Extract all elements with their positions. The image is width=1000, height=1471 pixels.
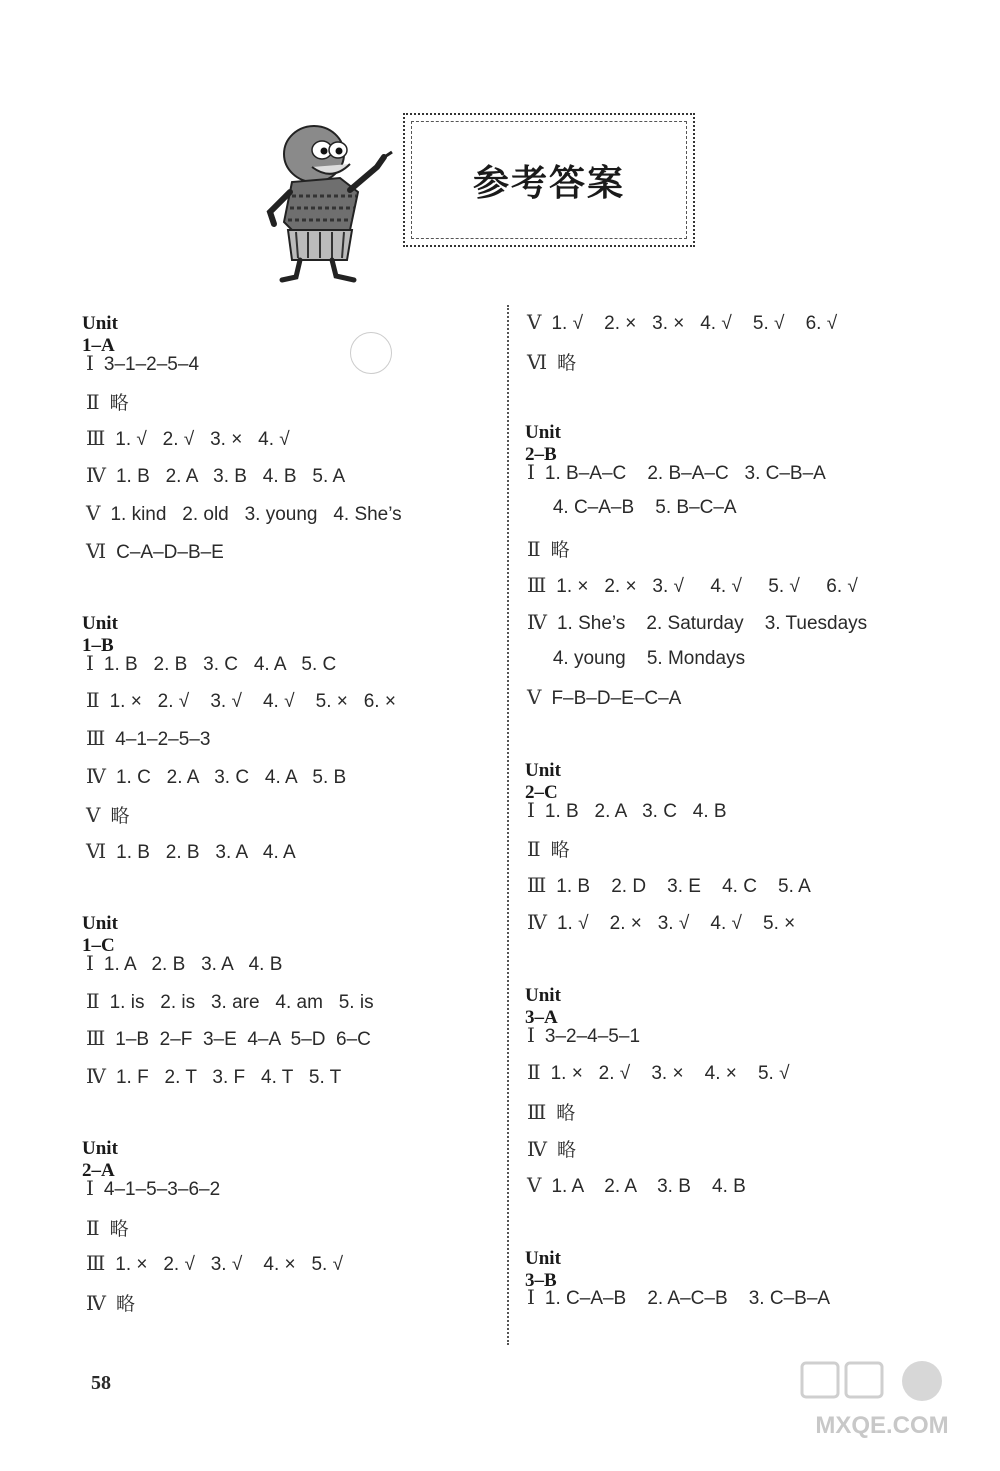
page-title: 参考答案 xyxy=(472,163,625,204)
answer-text: 1. B 2. B 3. A 4. A xyxy=(116,841,296,863)
roman-numeral: Ⅳ xyxy=(86,1063,106,1088)
mascot-illustration xyxy=(262,112,402,287)
page-number: 58 xyxy=(91,1372,111,1394)
roman-numeral: Ⅲ xyxy=(86,726,106,750)
answer-line xyxy=(86,989,374,1014)
roman-numeral: Ⅳ xyxy=(527,1137,547,1162)
answer-text: 1. She’s 2. Saturday 3. Tuesdays xyxy=(556,613,868,635)
answer-line xyxy=(86,1026,371,1051)
roman-numeral: Ⅰ xyxy=(86,650,94,675)
answer-text: 略 xyxy=(557,352,577,374)
roman-numeral: Ⅵ xyxy=(86,838,107,863)
answer-text: 略 xyxy=(110,806,130,828)
roman-numeral: Ⅴ xyxy=(86,803,101,828)
roman-numeral: Ⅳ xyxy=(527,910,547,935)
answer-line xyxy=(527,685,681,710)
answer-line xyxy=(527,348,576,375)
roman-numeral: Ⅱ xyxy=(527,1060,541,1085)
roman-numeral: Ⅳ xyxy=(86,463,106,488)
answer-line xyxy=(86,1214,129,1241)
answer-line xyxy=(86,539,224,564)
answer-line xyxy=(86,351,199,376)
answer-text: 1. B 2. A 3. C 4. B xyxy=(544,800,727,822)
answer-text: 4–1–2–5–3 xyxy=(115,729,211,750)
answer-text: 1. B 2. D 3. E 4. C 5. A xyxy=(556,875,811,897)
answer-line xyxy=(86,1064,341,1089)
unit-heading: Unit 1–A xyxy=(82,313,118,356)
roman-numeral: Ⅰ xyxy=(527,797,535,822)
roman-numeral: Ⅱ xyxy=(86,1215,100,1240)
answer-line xyxy=(527,1060,790,1085)
answer-text: 略 xyxy=(109,393,129,415)
answer-text: 1. B 2. B 3. C 4. A 5. C xyxy=(103,653,337,675)
answer-text: F–B–D–E–C–A xyxy=(551,688,682,710)
watermark-text: MXQE.COM xyxy=(815,1412,949,1439)
answer-text: 略 xyxy=(550,540,570,561)
title-frame xyxy=(403,113,695,247)
answer-text: 1. × 2. √ 3. × 4. × 5. √ xyxy=(550,1063,790,1085)
answer-line xyxy=(527,1285,830,1310)
answer-text: 1–B 2–F 3–E 4–A 5–D 6–C xyxy=(115,1029,371,1051)
answer-text: 1. × 2. √ 3. √ 4. √ 5. × 6. × xyxy=(109,691,396,713)
roman-numeral: Ⅳ xyxy=(86,763,106,788)
answer-text: 1. is 2. is 3. are 4. am 5. is xyxy=(109,991,374,1013)
answer-text: 1. A 2. B 3. A 4. B xyxy=(103,954,283,975)
answer-line xyxy=(527,1135,576,1162)
answer-line xyxy=(86,1251,343,1276)
roman-numeral: Ⅳ xyxy=(86,1290,106,1315)
roman-numeral: Ⅰ xyxy=(527,1285,535,1310)
answer-text: 4–1–5–3–6–2 xyxy=(103,1179,221,1200)
roman-numeral: Ⅰ xyxy=(527,1022,535,1047)
roman-numeral: Ⅵ xyxy=(86,538,107,563)
answer-text: 略 xyxy=(109,1218,129,1240)
roman-numeral: Ⅱ xyxy=(86,688,100,713)
answer-line xyxy=(86,463,345,488)
answer-line xyxy=(527,573,858,598)
watermark-logo xyxy=(782,1355,982,1465)
answer-text: 3–2–4–5–1 xyxy=(544,1025,641,1047)
answer-text: C–A–D–B–E xyxy=(116,541,224,563)
unit-heading: Unit 3–B xyxy=(525,1247,561,1291)
answer-text: 1. × 2. × 3. √ 4. √ 5. √ 6. √ xyxy=(556,575,858,597)
roman-numeral: Ⅲ xyxy=(527,1099,547,1124)
roman-numeral: Ⅲ xyxy=(86,1251,106,1276)
answer-line xyxy=(527,460,826,485)
answer-text: 1. C–A–B 2. A–C–B 3. C–B–A xyxy=(544,1288,831,1310)
column-divider xyxy=(507,305,509,1345)
answer-text: 1. × 2. √ 3. √ 4. × 5. √ xyxy=(115,1254,344,1276)
unit-heading: Unit 3–A xyxy=(525,985,561,1028)
roman-numeral: Ⅴ xyxy=(527,685,542,710)
answer-line xyxy=(527,1098,575,1125)
answer-line xyxy=(527,310,837,335)
answer-text: 略 xyxy=(550,840,570,862)
roman-numeral: Ⅲ xyxy=(527,572,547,597)
answer-line xyxy=(86,388,129,415)
answer-text: 1. √ 2. × 3. √ 4. √ 5. × xyxy=(556,913,796,935)
roman-numeral: Ⅳ xyxy=(527,610,547,635)
unit-heading: Unit 2–A xyxy=(82,1138,118,1182)
roman-numeral: Ⅱ xyxy=(527,837,541,862)
answer-text: 1. √ 2. × 3. × 4. √ 5. √ 6. √ xyxy=(551,313,838,334)
roman-numeral: Ⅰ xyxy=(527,459,535,484)
answer-line xyxy=(86,764,346,789)
roman-numeral: Ⅰ xyxy=(86,350,94,375)
answer-line xyxy=(86,688,396,713)
roman-numeral: Ⅴ xyxy=(527,1173,542,1197)
roman-numeral: Ⅱ xyxy=(86,390,100,415)
answer-line xyxy=(86,1176,220,1201)
answer-line xyxy=(527,835,570,862)
answer-text: 略 xyxy=(556,1140,576,1162)
answer-line xyxy=(86,839,296,864)
answer-text: 1. kind 2. old 3. young 4. She’s xyxy=(110,504,402,525)
answer-line xyxy=(527,798,727,823)
answer-line xyxy=(86,426,290,451)
answer-text: 1. B–A–C 2. B–A–C 3. C–B–A xyxy=(544,462,826,484)
roman-numeral: Ⅲ xyxy=(86,1026,106,1051)
roman-numeral: Ⅰ xyxy=(86,1176,94,1200)
roman-numeral: Ⅱ xyxy=(86,988,100,1013)
roman-numeral: Ⅰ xyxy=(86,951,94,975)
answer-text: 1. √ 2. √ 3. × 4. √ xyxy=(115,428,290,450)
unit-heading: Unit 1–C xyxy=(82,913,118,957)
answer-text: 4. C–A–B 5. B–C–A xyxy=(537,497,737,519)
roman-numeral: Ⅲ xyxy=(86,425,106,450)
answer-line xyxy=(527,610,867,635)
answer-line xyxy=(527,910,795,935)
answer-text: 略 xyxy=(115,1293,135,1315)
answer-line xyxy=(86,951,282,976)
answer-text: 1. C 2. A 3. C 4. A 5. B xyxy=(115,766,347,788)
roman-numeral: Ⅴ xyxy=(527,310,542,334)
answer-line xyxy=(527,497,737,519)
unit-heading: Unit 2–B xyxy=(525,422,561,466)
answer-line xyxy=(527,1173,746,1198)
answer-line xyxy=(86,501,402,526)
answer-line xyxy=(86,726,210,751)
answer-line xyxy=(86,651,336,676)
roman-numeral: Ⅴ xyxy=(86,501,101,525)
answer-line xyxy=(527,648,745,670)
roman-numeral: Ⅲ xyxy=(527,872,547,897)
unit-heading: Unit 2–C xyxy=(525,760,561,803)
answer-text: 1. B 2. A 3. B 4. B 5. A xyxy=(115,466,346,488)
answer-line xyxy=(86,1289,135,1316)
roman-numeral: Ⅱ xyxy=(527,537,541,561)
answer-line xyxy=(527,535,570,562)
answer-text: 1. A 2. A 3. B 4. B xyxy=(551,1176,746,1197)
answer-line xyxy=(86,801,129,828)
answer-text: 3–1–2–5–4 xyxy=(103,353,200,375)
stamp-mark xyxy=(350,332,392,374)
unit-heading: Unit 1–B xyxy=(82,613,118,657)
answer-text: 1. F 2. T 3. F 4. T 5. T xyxy=(115,1066,342,1088)
answer-text: 略 xyxy=(556,1102,576,1124)
answer-line xyxy=(527,873,811,898)
answer-line xyxy=(527,1023,640,1048)
answer-text: 4. young 5. Mondays xyxy=(537,647,746,669)
roman-numeral: Ⅵ xyxy=(527,349,548,374)
